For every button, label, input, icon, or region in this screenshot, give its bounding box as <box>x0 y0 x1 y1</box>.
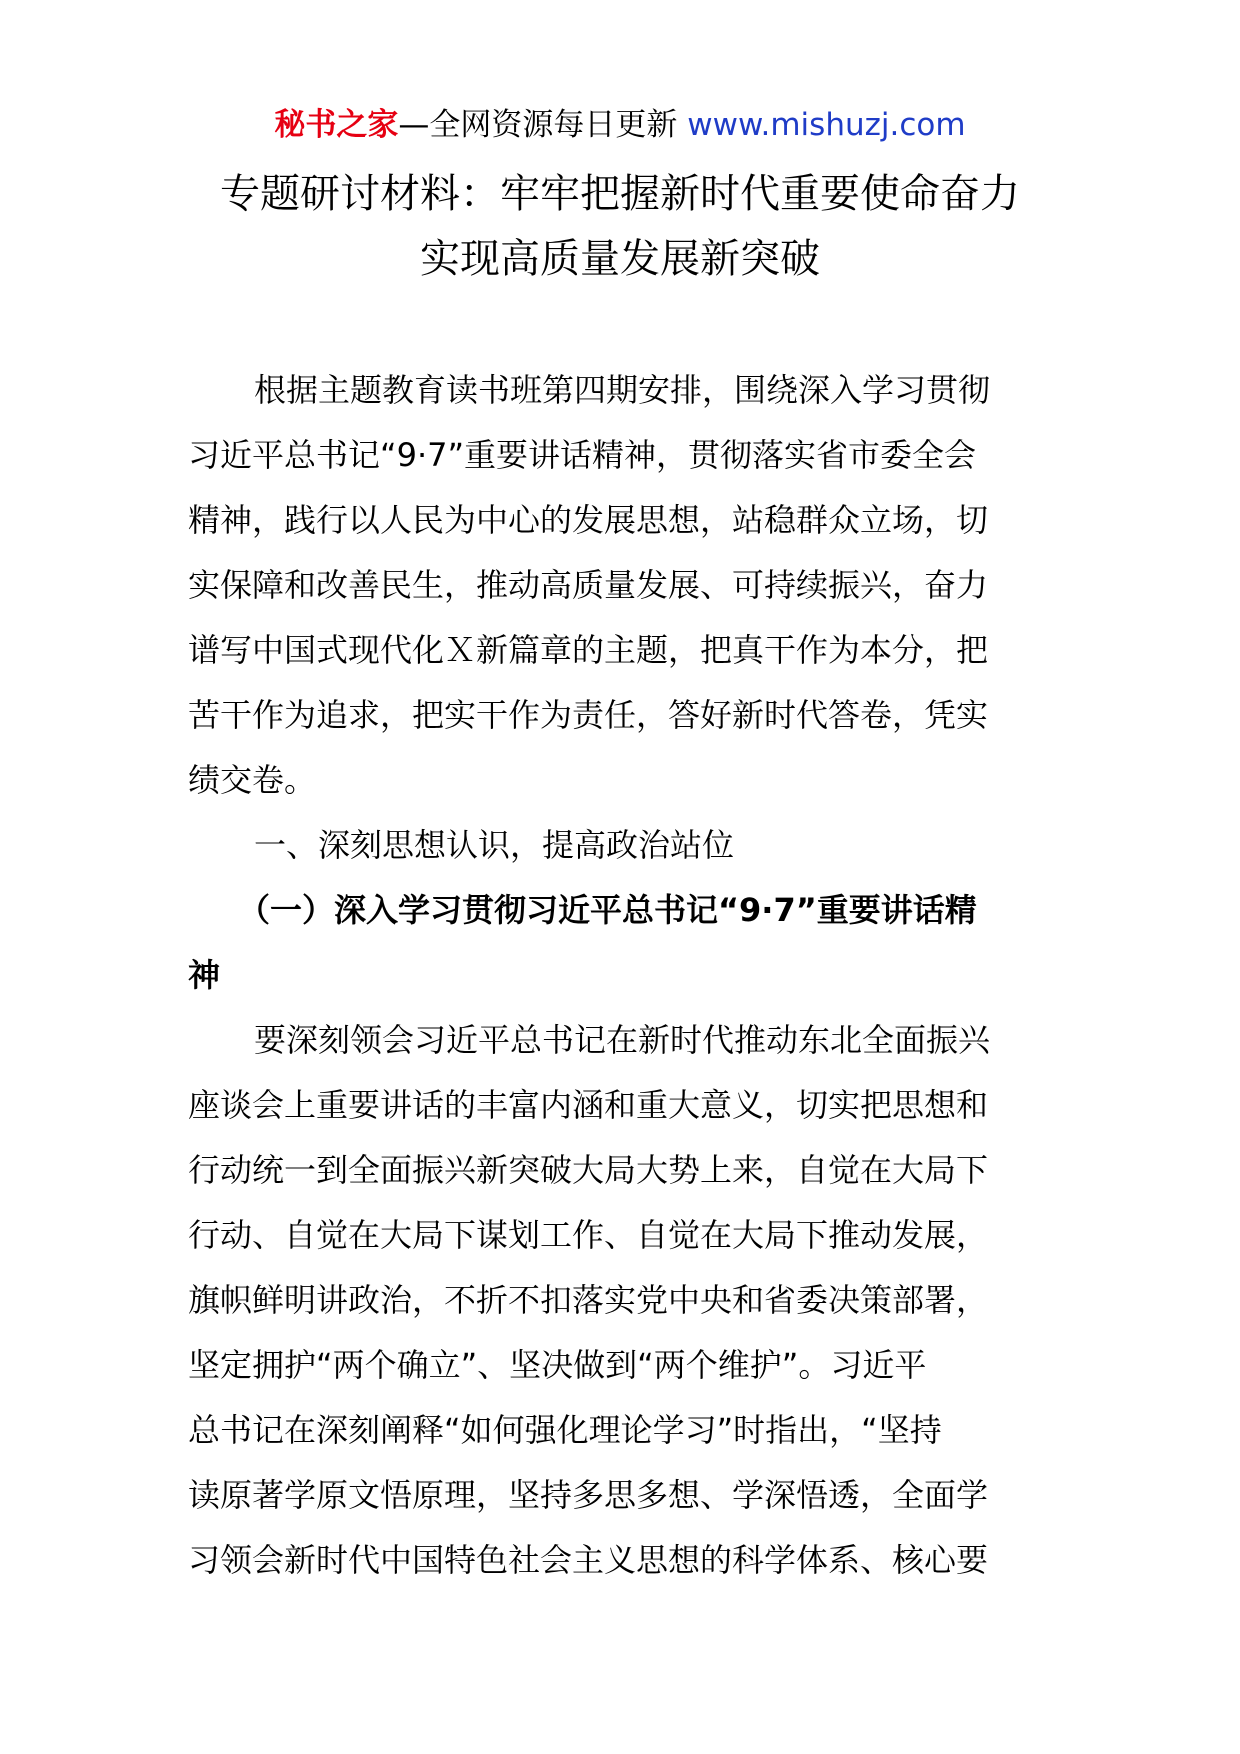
paragraph-line: 绩交卷。 <box>188 761 317 799</box>
document-title-line-2: 实现高质量发展新突破 <box>420 236 820 282</box>
site-url-link[interactable]: www.mishuzj.com <box>687 107 966 143</box>
paragraph-line: 旗帜鲜明讲政治，不折不扣落实党中央和省委决策部署， <box>188 1281 989 1319</box>
heading-line: 神 <box>188 956 221 994</box>
paragraph-line: 精神，践行以人民为中心的发展思想，站稳群众立场，切 <box>188 501 989 539</box>
paragraph-line: 习领会新时代中国特色社会主义思想的科学体系、核心要 <box>188 1541 989 1579</box>
paragraph-line: 行动统一到全面振兴新突破大局大势上来，自觉在大局下 <box>188 1151 989 1189</box>
paragraph-line: 坚定拥护“两个确立”、坚决做到“两个维护”。习近平 <box>188 1346 927 1384</box>
document-title-line-1: 专题研讨材料：牢牢把握新时代重要使命奋力 <box>220 171 1020 217</box>
site-header <box>0 100 1240 150</box>
body-paragraph-2 <box>188 1008 1058 1593</box>
paragraph-line: 谱写中国式现代化Ｘ新篇章的主题，把真干作为本分，把 <box>188 631 989 669</box>
intro-paragraph <box>188 358 1058 813</box>
site-brand: 秘书之家 <box>274 107 399 143</box>
section-heading-1: 一、深刻思想认识，提高政治站位 <box>254 826 735 864</box>
paragraph-line: 苦干作为追求，把实干作为责任，答好新时代答卷，凭实 <box>188 696 989 734</box>
paragraph-line: 实保障和改善民生，推动高质量发展、可持续振兴，奋力 <box>188 566 989 604</box>
paragraph-line: 总书记在深刻阐释“如何强化理论学习”时指出，“坚持 <box>188 1411 942 1449</box>
heading-line: （一）深入学习贯彻习近平总书记“9·7”重要讲话精 <box>238 891 977 929</box>
subsection-heading-1 <box>188 878 1058 1008</box>
site-slogan: —全网资源每日更新 <box>398 107 688 143</box>
paragraph-line: 习近平总书记“9·7”重要讲话精神，贯彻落实省市委全会 <box>188 436 977 474</box>
paragraph-line: 行动、自觉在大局下谋划工作、自觉在大局下推动发展， <box>188 1216 989 1254</box>
paragraph-line: 读原著学原文悟原理，坚持多思多想、学深悟透，全面学 <box>188 1476 989 1514</box>
paragraph-line: 要深刻领会习近平总书记在新时代推动东北全面振兴 <box>254 1021 991 1059</box>
paragraph-line: 根据主题教育读书班第四期安排，围绕深入学习贯彻 <box>254 371 991 409</box>
paragraph-line: 座谈会上重要讲话的丰富内涵和重大意义，切实把思想和 <box>188 1086 989 1124</box>
